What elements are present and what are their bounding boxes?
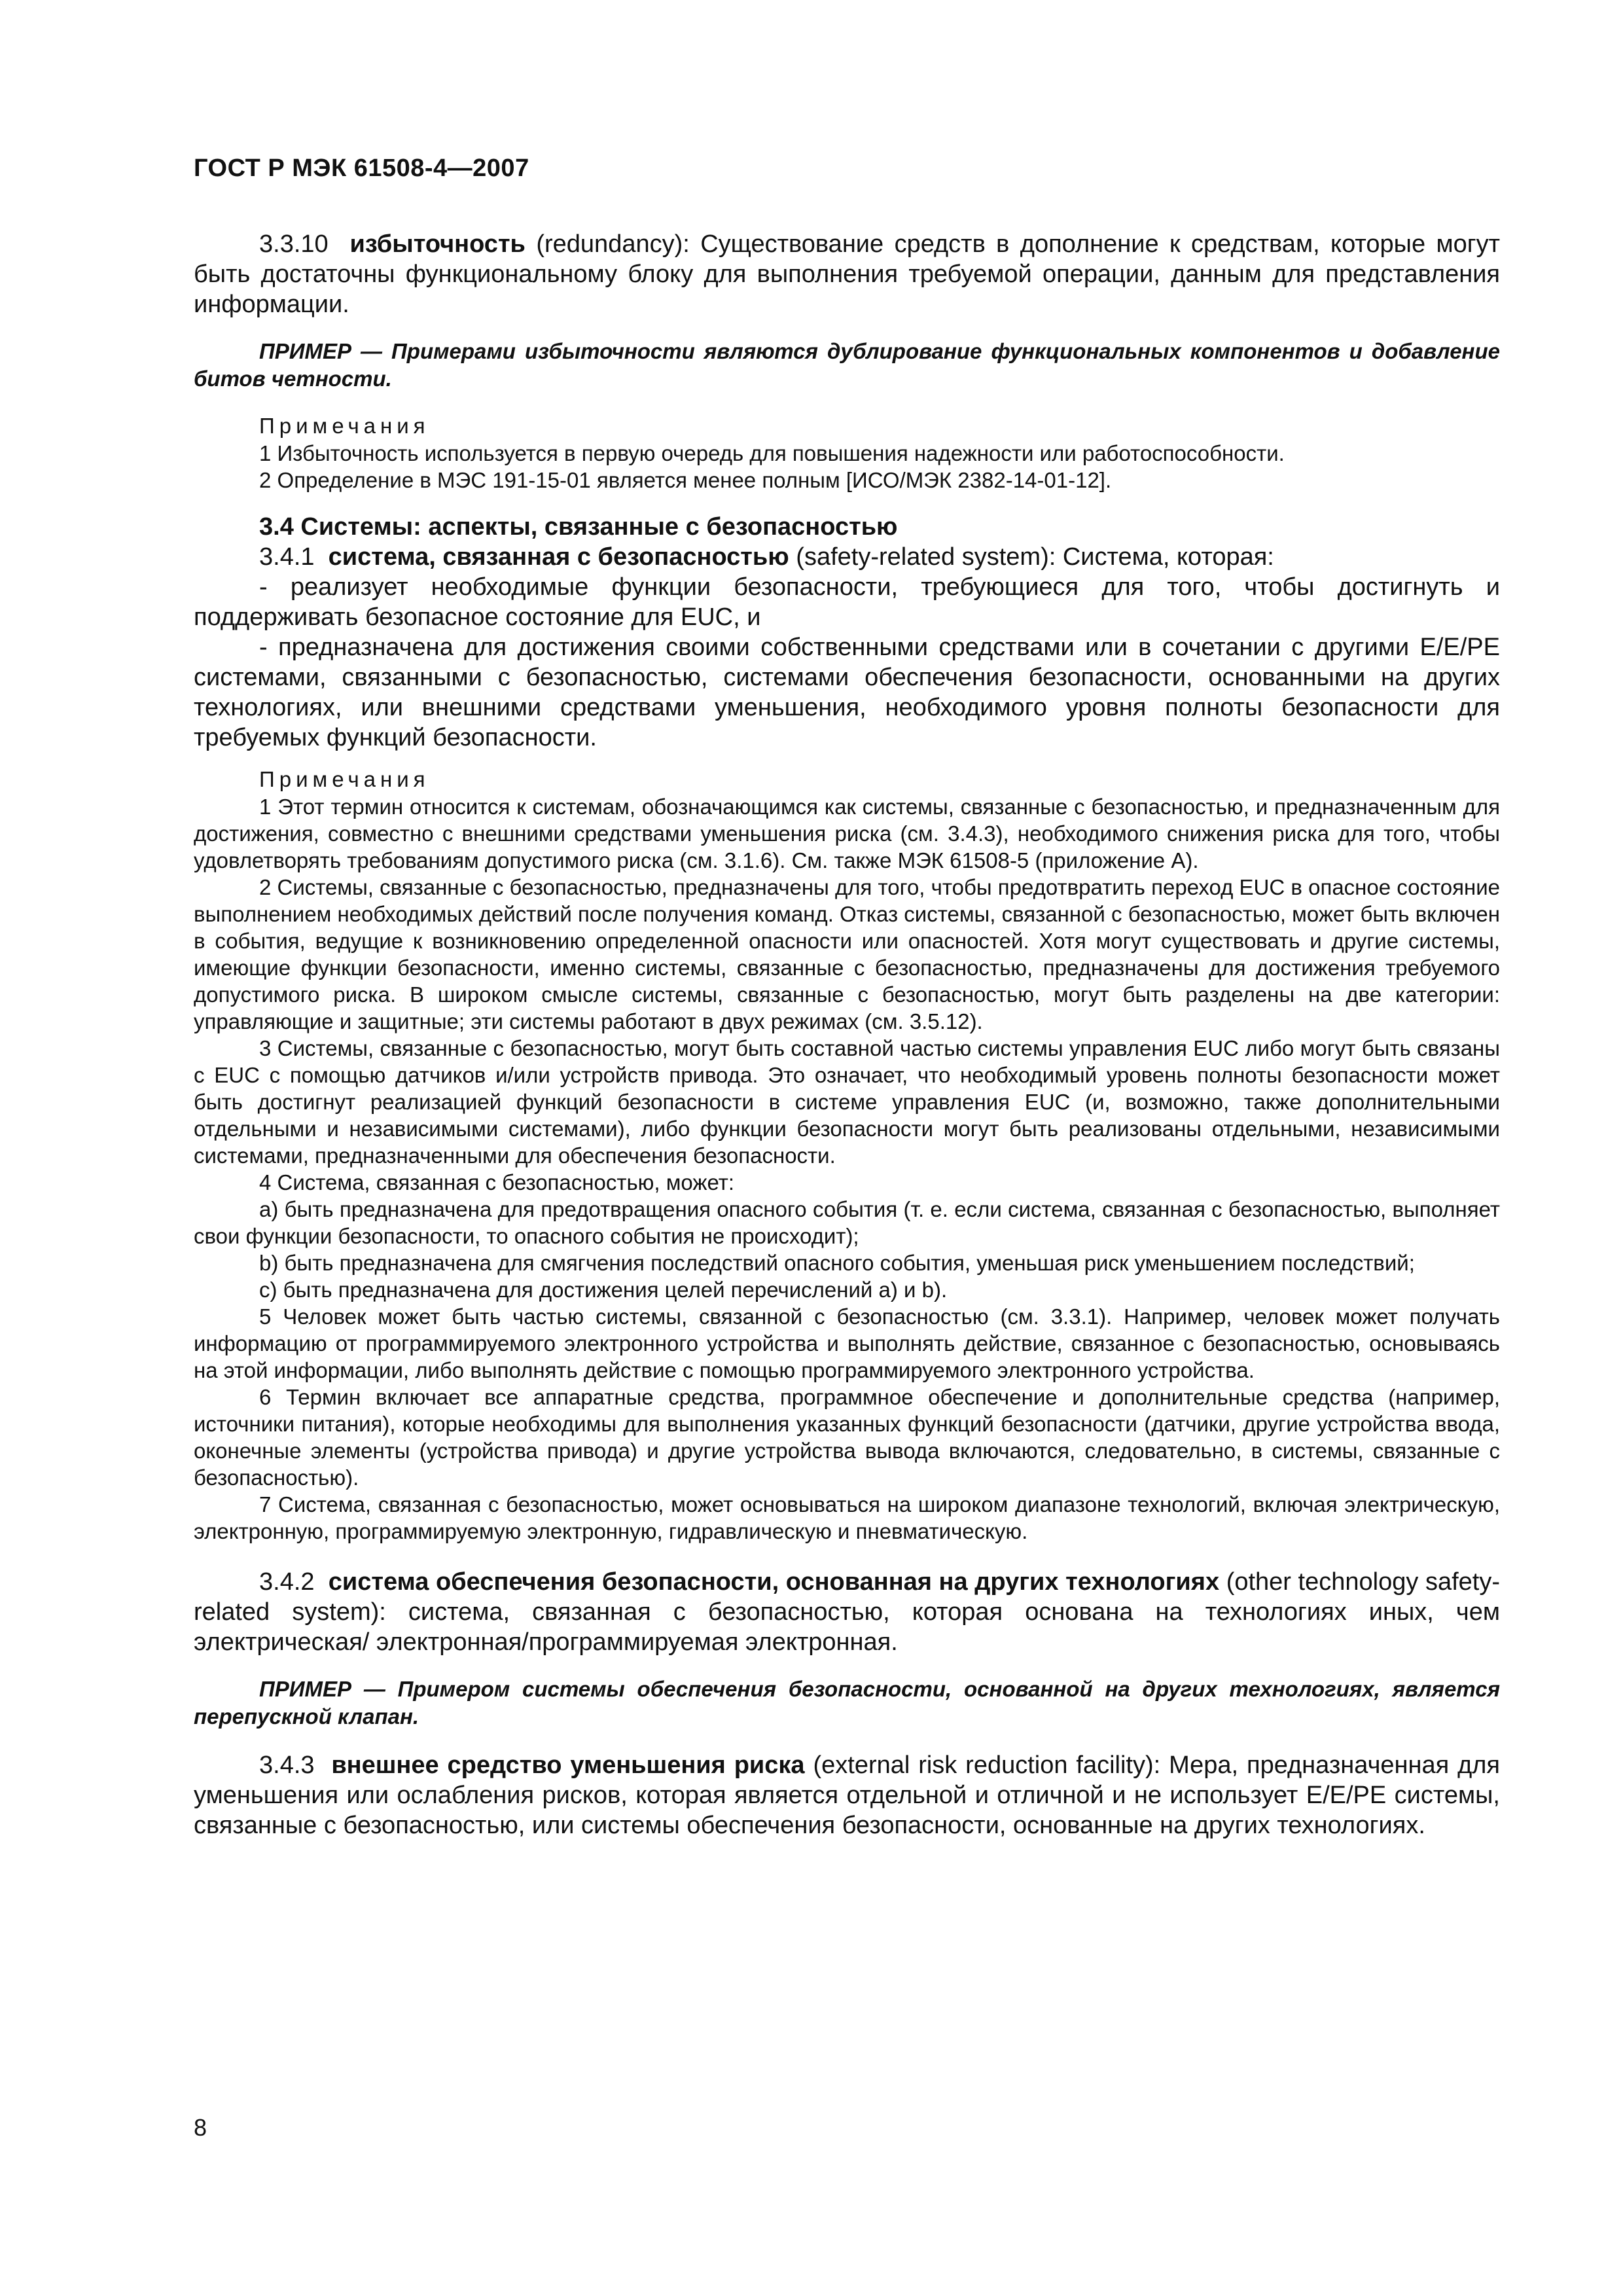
list-item: - реализует необходимые функции безопасности, требующиеся для того, чтобы достигнуть и поддерживать безопасное состояние для EUC, и [194, 573, 1500, 631]
list-item: - предназначена для достижения своими собственными средствами или в сочетании с другими E/E/PE системами, связанными с безопасностью, системами обеспечения безопасности, основанными на других технологиях, или внешними средствами уменьшения, необходимого уровня полноты безопасности для требуемых функций безопасности. [194, 634, 1500, 751]
definition-rest: (other technology safety-related system): система, связанная с безопасностью, которая основана на технологиях иных, чем электрическая/ электронная/программируемая электронная. [194, 1568, 1500, 1656]
example-3-4-2: ПРИМЕР — Примером системы обеспечения безопасности, основанной на других технологиях, является перепускной клапан. [194, 1677, 1500, 1729]
note-item: 1 Избыточность используется в первую очередь для повышения надежности или работоспособности. [259, 441, 1285, 465]
definition-text [194, 229, 1500, 319]
note-item: с) быть предназначена для достижения целей перечислений а) и b). [259, 1278, 948, 1302]
clause-number: 3.3.10 [259, 230, 329, 258]
notes-title: Примечания [259, 767, 430, 791]
term: система обеспечения безопасности, основанная на других технологиях [328, 1568, 1220, 1596]
document-header: ГОСТ Р МЭК 61508-4—2007 [194, 154, 529, 182]
note-item: b) быть предназначена для смягчения последствий опасного события, уменьшая риск уменьшением последствий; [259, 1251, 1415, 1275]
example-3-3-10: ПРИМЕР — Примерами избыточности являются дублирование функциональных компонентов и добавление битов четности. [194, 339, 1500, 391]
notes-title: Примечания [259, 414, 430, 438]
note-item: 4 Система, связанная с безопасностью, может: [259, 1170, 735, 1194]
note-item: 6 Термин включает все аппаратные средства, программное обеспечение и дополнительные средства (например, источники питания), которые необходимы для выполнения указанных функций безопасности (датчики, другие устройства ввода, оконечные элементы (устройства привода) и другие устройства вывода включаются, следовательно, в системы, связанные с безопасностью). [194, 1385, 1500, 1490]
definition-rest: (redundancy): Существование средств в дополнение к средствам, которые могут быть достаточны функциональному блоку для выполнения требуемой операции, данным для представления информации. [194, 230, 1501, 318]
note-item: а) быть предназначена для предотвращения опасного события (т. е. если система, связанная с безопасностью, выполняет свои функции безопасности, то опасного события не происходит); [194, 1197, 1500, 1248]
note-item: 1 Этот термин относится к системам, обозначающимся как системы, связанные с безопасностью, и предназначенным для достижения, совместно с внешними средствами уменьшения риска (см. 3.4.3), необходимого снижения риска для того, чтобы удовлетворять требованиям допустимого риска (см. 3.1.6). См. также МЭК 61508-5 (приложение А). [194, 795, 1500, 872]
definition-rest: (external risk reduction facility): Мера, предназначенная для уменьшения или ослабления рисков, которая является отдельной и отличной и не использует E/E/PE системы, связанные с безопасностью, или системы обеспечения безопасности, основанные на других технологиях. [194, 1751, 1500, 1839]
term: система, связанная с безопасностью [328, 543, 789, 571]
clause-number: 3.4.2 [259, 1568, 315, 1596]
page-number: 8 [194, 2114, 207, 2141]
note-item: 2 Системы, связанные с безопасностью, предназначены для того, чтобы предотвратить переход EUC в опасное состояние выполнением необходимых действий после получения команд. Отказ системы, связанной с безопасностью, может быть включен в события, ведущие к возникновению определенной опасности или опасностей. Хотя могут существовать и другие системы, имеющие функции безопасности, именно системы, связанные с безопасностью, предназначены для достижения требуемого допустимого риска. В широком смысле системы, связанные с безопасностью, могут быть разделены на две категории: управляющие и защитные; эти системы работают в двух режимах (см. 3.5.12). [194, 875, 1500, 1033]
note-item: 5 Человек может быть частью системы, связанной с безопасностью (см. 3.3.1). Например, человек может получать информацию от программируемого электронного устройства и выполнять действие, связанное с безопасностью, основываясь на этой информации, либо выполнять действие с помощью программируемого электронного устройства. [194, 1304, 1500, 1382]
definition-3-4-3 [194, 1750, 1500, 1840]
definition-rest: (safety-related system): Система, которая: [796, 543, 1274, 571]
term: избыточность [349, 230, 526, 258]
notes-3-4-1 [194, 766, 1500, 1545]
clause-number: 3.4.1 [259, 543, 315, 571]
note-item: 2 Определение в МЭС 191-15-01 является менее полным [ИСО/МЭК 2382-14-01-12]. [259, 468, 1112, 492]
term: внешнее средство уменьшения риска [331, 1751, 805, 1779]
note-item: 7 Система, связанная с безопасностью, может основываться на широком диапазоне технологий, включая электрическую, электронную, программируемую электронную, гидравлическую и пневматическую. [194, 1492, 1500, 1543]
definition-3-4-2 [194, 1567, 1500, 1657]
clause-number: 3.4.3 [259, 1751, 315, 1779]
note-item: 3 Системы, связанные с безопасностью, могут быть составной частью системы управления EUC либо могут быть связаны с EUC с помощью датчиков и/или устройств привода. Это означает, что необходимый уровень полноты безопасности может быть достигнут реализацией функций безопасности в системе управления EUC (и, возможно, также дополнительными отдельными и независимыми системами), либо функции безопасности могут быть реализованы отдельными, независимыми системами, предназначенными для обеспечения безопасности. [194, 1036, 1500, 1168]
document-body [194, 229, 1500, 1840]
definition-text [194, 1567, 1500, 1657]
section-heading-3-4: 3.4 Системы: аспекты, связанные с безопасностью [259, 513, 898, 541]
notes-3-3-10 [194, 412, 1500, 493]
definition-3-4-1 [194, 542, 1500, 572]
definition-3-3-10 [194, 229, 1500, 319]
